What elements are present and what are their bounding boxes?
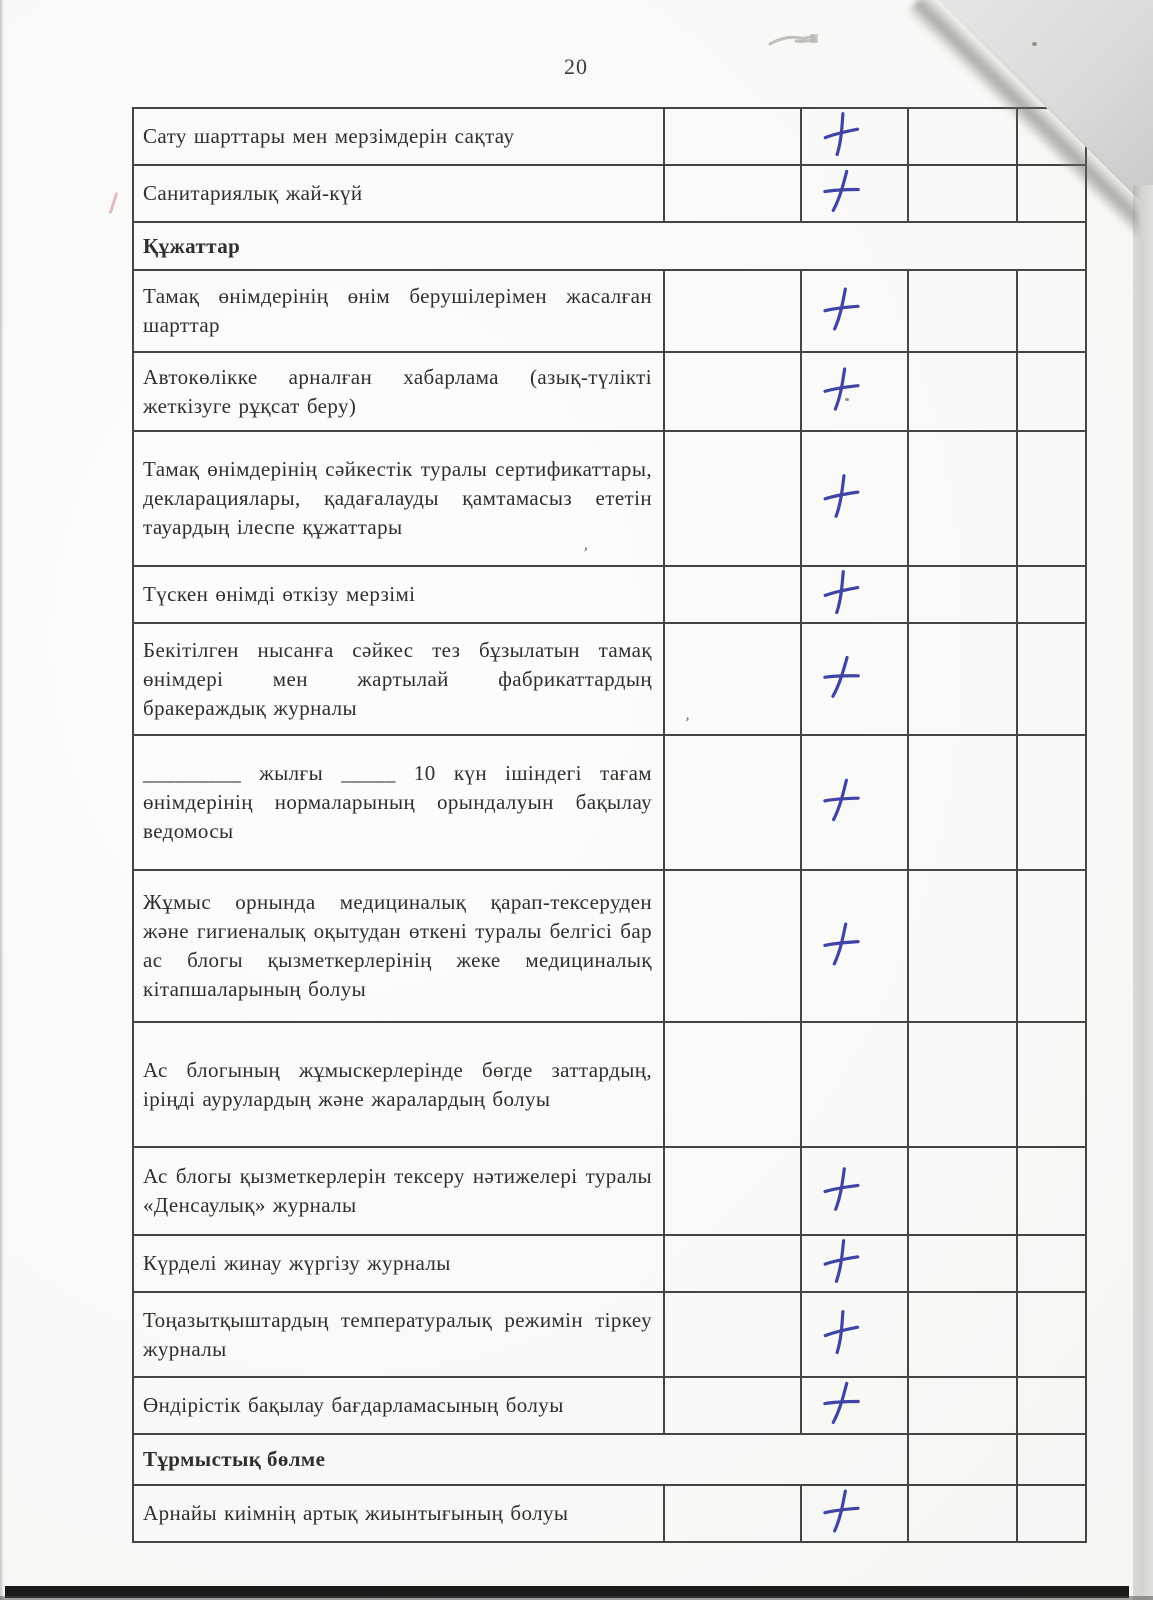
empty-cell xyxy=(664,108,801,165)
empty-cell xyxy=(1017,623,1086,735)
mark-cell xyxy=(801,1377,908,1434)
empty-cell xyxy=(1017,870,1086,1022)
table-row xyxy=(133,270,1086,352)
empty-cell xyxy=(908,352,1017,431)
handwritten-plus-icon xyxy=(819,1487,862,1536)
empty-cell xyxy=(908,270,1017,352)
empty-cell xyxy=(1017,1292,1086,1377)
empty-cell xyxy=(908,566,1017,623)
table-row xyxy=(133,1022,1086,1147)
empty-cell xyxy=(908,1377,1017,1434)
empty-cell xyxy=(664,735,801,870)
empty-cell xyxy=(664,1485,801,1542)
handwritten-plus-icon xyxy=(817,165,863,216)
table-row xyxy=(133,735,1086,870)
table-row xyxy=(133,1235,1086,1292)
empty-cell xyxy=(1017,352,1086,431)
pen-tick: ’ xyxy=(580,544,590,563)
pen-tick: ’ xyxy=(682,714,691,733)
item-label-cell: Ас блогы қызметкерлерін тексеру нәтижелері туралы «Денсаулық» журналы xyxy=(133,1147,664,1235)
empty-cell xyxy=(908,1147,1017,1235)
item-label-cell: Ас блогының жұмыскерлерінде бөгде заттардың, іріңді аурулардың және жаралардың болуы xyxy=(133,1022,664,1147)
table-row xyxy=(133,1377,1086,1434)
mark-cell xyxy=(801,1235,908,1292)
item-label-cell: Түскен өнімді өткізу мерзімі xyxy=(133,566,664,623)
empty-cell xyxy=(1017,431,1086,566)
empty-cell xyxy=(664,1235,801,1292)
item-label-cell: Күрделі жинау жүргізу журналы xyxy=(133,1235,664,1292)
empty-cell xyxy=(664,1147,801,1235)
empty-cell xyxy=(664,431,801,566)
handwritten-plus-icon xyxy=(817,566,863,617)
handwritten-plus-icon xyxy=(817,108,864,160)
empty-cell xyxy=(908,735,1017,870)
handwritten-plus-icon xyxy=(817,1377,863,1428)
page-number: 20 xyxy=(564,54,588,79)
checklist-table xyxy=(132,107,1087,1543)
handwritten-plus-icon xyxy=(819,365,862,414)
handwritten-plus-icon xyxy=(817,1306,864,1358)
section-header-row xyxy=(133,1434,1086,1485)
empty-cell xyxy=(1017,1022,1086,1147)
empty-cell xyxy=(1017,1147,1086,1235)
empty-cell xyxy=(908,1292,1017,1377)
empty-cell xyxy=(664,352,801,431)
table-row xyxy=(133,108,1086,165)
table-row xyxy=(133,566,1086,623)
table-row xyxy=(133,1485,1086,1542)
empty-cell xyxy=(1017,566,1086,623)
empty-cell xyxy=(664,566,801,623)
empty-cell xyxy=(1017,1485,1086,1542)
item-label-cell: Бекітілген нысанға сәйкес тез бұзылатын тамақ өнімдері мен жартылай фабрикаттардың бракераждық журналы xyxy=(133,623,664,735)
empty-cell xyxy=(664,1022,801,1147)
mark-cell xyxy=(801,735,908,870)
empty-cell xyxy=(1017,1235,1086,1292)
table-row xyxy=(133,870,1086,1022)
handwritten-plus-icon xyxy=(819,1164,863,1213)
mark-cell xyxy=(801,352,908,431)
empty-cell xyxy=(908,1434,1017,1485)
empty-cell xyxy=(908,623,1017,735)
section-header-row xyxy=(133,222,1086,270)
scan-speck xyxy=(845,398,849,401)
section-title-cell: Құжаттар xyxy=(133,222,1086,270)
empty-cell xyxy=(664,1377,801,1434)
item-label-cell: Тамақ өнімдерінің сәйкестік туралы сертификаттары, декларациялары, қадағалауды қамтамасыз ететін тауардың ілеспе құжаттары xyxy=(133,431,664,566)
mark-cell xyxy=(801,1022,908,1147)
handwritten-plus-icon xyxy=(818,775,863,826)
page-left-edge xyxy=(0,0,4,1600)
mark-cell xyxy=(801,431,908,566)
empty-cell xyxy=(1017,270,1086,352)
table-row xyxy=(133,1147,1086,1235)
mark-cell xyxy=(801,623,908,735)
item-label-cell: Жұмыс орнында медициналық қарап-тексеруден және гигиеналық оқытудан өткені туралы белгісі бар ас блогы қызметкерлерінің жеке медициналық кітапшаларының болуы xyxy=(133,870,664,1022)
handwritten-plus-icon xyxy=(819,284,862,333)
table-row xyxy=(133,431,1086,566)
mark-cell xyxy=(801,566,908,623)
mark-cell xyxy=(801,1292,908,1377)
empty-cell xyxy=(908,431,1017,566)
mark-cell xyxy=(801,1485,908,1542)
item-label-cell: Өндірістік бақылау бағдарламасының болуы xyxy=(133,1377,664,1434)
section-title-cell: Тұрмыстық бөлме xyxy=(133,1434,908,1485)
item-label-cell: Санитариялық жай-күй xyxy=(133,165,664,222)
item-label-cell: _________ жылғы _____ 10 күн ішіндегі тағам өнімдерінің нормаларының орындалуын бақылау ведомосы xyxy=(133,735,664,870)
item-label-cell: Арнайы киімнің артық жиынтығының болуы xyxy=(133,1485,664,1542)
empty-cell xyxy=(664,1292,801,1377)
empty-cell xyxy=(664,270,801,352)
empty-cell xyxy=(908,1235,1017,1292)
empty-cell xyxy=(908,108,1017,165)
empty-cell xyxy=(908,870,1017,1022)
item-label-cell: Тоңазытқыштардың температуралық режимін тіркеу журналы xyxy=(133,1292,664,1377)
empty-cell xyxy=(908,1022,1017,1147)
mark-cell xyxy=(801,870,908,1022)
empty-cell xyxy=(1017,735,1086,870)
mark-cell xyxy=(801,270,908,352)
scanner-bottom-edge xyxy=(0,1596,1153,1600)
scanner-edge-shadow xyxy=(1133,185,1153,1600)
mark-cell xyxy=(801,108,908,165)
pencil-smudge xyxy=(766,28,822,54)
handwritten-plus-icon xyxy=(818,471,862,521)
handwritten-plus-icon xyxy=(819,919,863,968)
empty-cell xyxy=(1017,1434,1086,1485)
empty-cell xyxy=(908,165,1017,222)
table-row xyxy=(133,165,1086,222)
table-row xyxy=(133,623,1086,735)
handwritten-plus-icon xyxy=(817,650,864,702)
item-label-cell: Тамақ өнімдерінің өнім берушілерімен жасалған шарттар xyxy=(133,270,664,352)
mark-cell xyxy=(801,1147,908,1235)
empty-cell xyxy=(664,870,801,1022)
pink-pen-tick xyxy=(109,192,119,214)
table-row xyxy=(133,352,1086,431)
scan-speck xyxy=(1032,42,1037,46)
empty-cell xyxy=(664,165,801,222)
table-row xyxy=(133,1292,1086,1377)
mark-cell xyxy=(801,165,908,222)
empty-cell xyxy=(1017,1377,1086,1434)
empty-cell xyxy=(908,1485,1017,1542)
item-label-cell: Сату шарттары мен мерзімдерін сақтау xyxy=(133,108,664,165)
handwritten-plus-icon xyxy=(818,1236,863,1287)
item-label-cell: Автокөлікке арналған хабарлама (азық-түлікті жеткізуге рұқсат беру) xyxy=(133,352,664,431)
